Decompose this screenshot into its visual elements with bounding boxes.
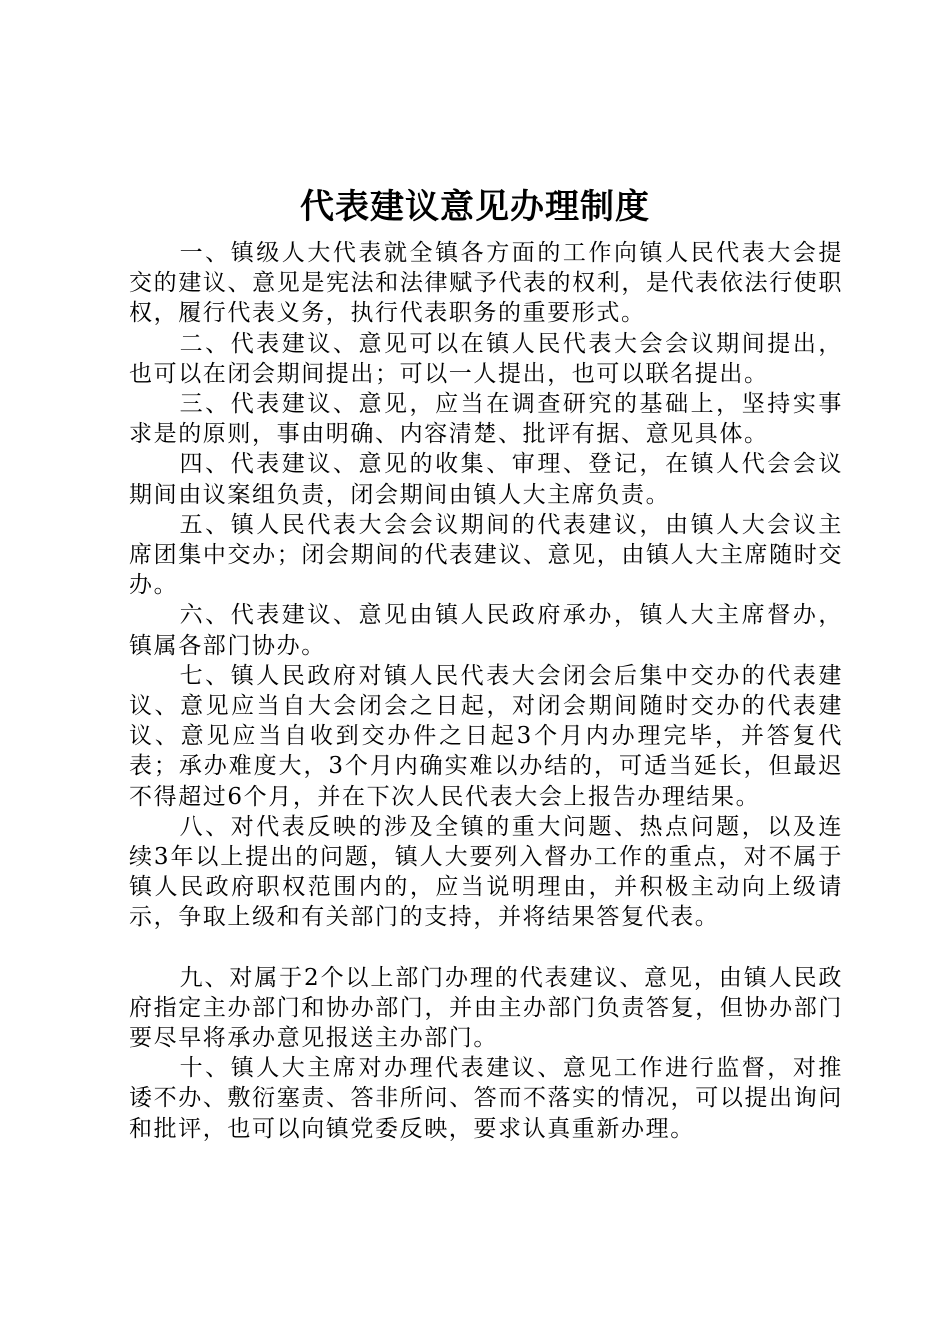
paragraph-4: 四、代表建议、意见的收集、审理、登记，在镇人代会会议期间由议案组负责，闭会期间由镇人大主席负责。 (129, 451, 843, 508)
paragraph-9: 九、对属于2个以上部门办理的代表建议、意见，由镇人民政府指定主办部门和协办部门，并由主办部门负责答复，但协办部门要尽早将承办意见报送主办部门。 (129, 964, 843, 1052)
paragraph-8: 八、对代表反映的涉及全镇的重大问题、热点问题，以及连续3年以上提出的问题，镇人大要列入督办工作的重点，对不属于镇人民政府职权范围内的，应当说明理由，并积极主动向上级请示，争取上级和有关部门的支持，并将结果答复代表。 (129, 813, 843, 931)
paragraph-5: 五、镇人民代表大会会议期间的代表建议，由镇人大会议主席团集中交办；闭会期间的代表建议、意见，由镇人大主席随时交办。 (129, 511, 843, 599)
document-title: 代表建议意见办理制度 (300, 187, 650, 227)
paragraph-7: 七、镇人民政府对镇人民代表大会闭会后集中交办的代表建议、意见应当自大会闭会之日起，对闭会期间随时交办的代表建议、意见应当自收到交办件之日起3个月内办理完毕，并答复代表；承办难度大，3个月内确实难以办结的，可适当延长，但最迟不得超过6个月，并在下次人民代表大会上报告办理结果。 (129, 662, 843, 810)
paragraph-2: 二、代表建议、意见可以在镇人民代表大会会议期间提出，也可以在闭会期间提出；可以一人提出，也可以联名提出。 (129, 330, 843, 387)
paragraph-1: 一、镇级人大代表就全镇各方面的工作向镇人民代表大会提交的建议、意见是宪法和法律赋予代表的权利，是代表依法行使职权，履行代表义务，执行代表职务的重要形式。 (129, 240, 843, 327)
document-body (129, 238, 843, 1144)
paragraph-3: 三、代表建议、意见，应当在调查研究的基础上，坚持实事求是的原则，事由明确、内容清楚、批评有据、意见具体。 (129, 391, 843, 448)
paragraph-10: 十、镇人大主席对办理代表建议、意见工作进行监督，对推诿不办、敷衍塞责、答非所问、答而不落实的情况，可以提出询问和批评，也可以向镇党委反映，要求认真重新办理。 (129, 1055, 843, 1142)
paragraph-6: 六、代表建议、意见由镇人民政府承办，镇人大主席督办，镇属各部门协办。 (129, 602, 843, 659)
